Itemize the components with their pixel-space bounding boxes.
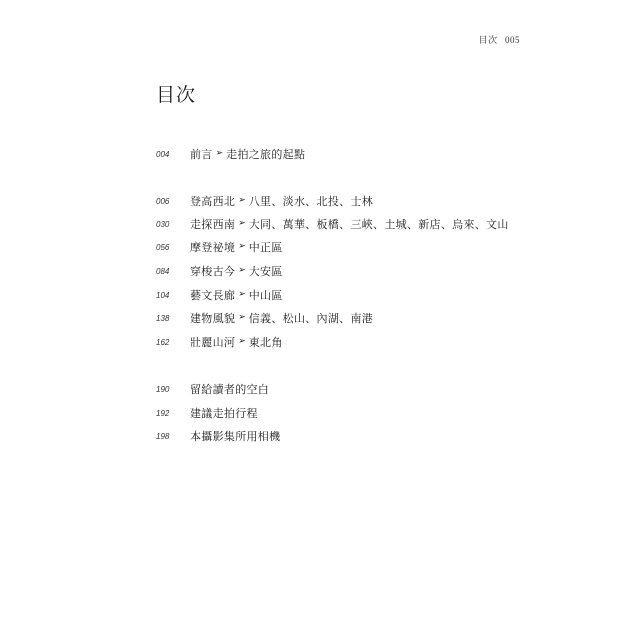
- page-title: 目次: [156, 84, 197, 106]
- toc-entry-cameras[interactable]: [156, 428, 280, 444]
- toc-entry-chapter-4[interactable]: [156, 263, 283, 279]
- toc-entry-title: 建議走拍行程: [190, 407, 258, 420]
- toc-entry-subtitle: 走拍之旅的起點: [226, 148, 306, 161]
- toc-page-number: 162: [156, 337, 170, 347]
- arrow-icon: ➢: [238, 195, 246, 206]
- running-head-page-number: 005: [505, 35, 520, 45]
- toc-entry-subtitle: 大同、萬華、板橋、三峽、土城、新店、烏來、文山: [248, 218, 509, 231]
- toc-entry-subtitle: 中山區: [248, 289, 283, 302]
- toc-page-number: 004: [156, 149, 170, 159]
- toc-entry-chapter-1[interactable]: [156, 193, 373, 209]
- toc-entry-title: 壯麗山河: [190, 336, 236, 349]
- toc-entry-blank-pages[interactable]: [156, 381, 269, 397]
- toc-entry-subtitle: 中正區: [248, 241, 283, 254]
- toc-entry-title: 登高西北: [190, 195, 236, 208]
- toc-entry-preface[interactable]: [156, 146, 305, 162]
- toc-entry-subtitle: 大安區: [248, 265, 283, 278]
- arrow-icon: ➢: [238, 218, 246, 229]
- toc-entry-title: 走探西南: [190, 218, 236, 231]
- toc-page-number: 192: [156, 408, 170, 418]
- toc-entry-chapter-5[interactable]: [156, 287, 283, 303]
- toc-entry-title: 建物風貌: [190, 312, 236, 325]
- arrow-icon: ➢: [238, 336, 246, 347]
- arrow-icon: ➢: [238, 241, 246, 252]
- toc-entry-title: 本攝影集所用相機: [190, 430, 281, 443]
- running-head: [479, 33, 520, 46]
- toc-page-number: 056: [156, 242, 170, 252]
- toc-entry-title: 前言: [190, 148, 213, 161]
- toc-entry-subtitle: 信義、松山、內湖、南港: [248, 312, 374, 325]
- toc-entry-chapter-3[interactable]: [156, 239, 283, 255]
- toc-entry-subtitle: 東北角: [248, 336, 283, 349]
- toc-entry-title: 留給讀者的空白: [190, 383, 270, 396]
- toc-entry-title: 穿梭古今: [190, 265, 236, 278]
- toc-entry-chapter-6[interactable]: [156, 310, 373, 326]
- toc-entry-subtitle: 八里、淡水、北投、士林: [248, 195, 374, 208]
- toc-page-number: 006: [156, 196, 170, 206]
- arrow-icon: ➢: [238, 312, 246, 323]
- toc-entry-suggested-routes[interactable]: [156, 405, 258, 421]
- toc-page-number: 030: [156, 219, 170, 229]
- toc-page-number: 138: [156, 313, 170, 323]
- toc-entry-title: 摩登祕境: [190, 241, 236, 254]
- toc-page-number: 190: [156, 384, 170, 394]
- toc-page-number: 198: [156, 431, 170, 441]
- toc-entry-chapter-2[interactable]: [156, 216, 509, 232]
- toc-page-number: 104: [156, 290, 170, 300]
- toc-entry-chapter-7[interactable]: [156, 334, 283, 350]
- arrow-icon: ➢: [238, 289, 246, 300]
- toc-entry-title: 藝文長廊: [190, 289, 236, 302]
- arrow-icon: ➢: [215, 148, 224, 159]
- running-head-section: 目次: [478, 36, 498, 46]
- toc-page-number: 084: [156, 266, 170, 276]
- arrow-icon: ➢: [238, 265, 246, 276]
